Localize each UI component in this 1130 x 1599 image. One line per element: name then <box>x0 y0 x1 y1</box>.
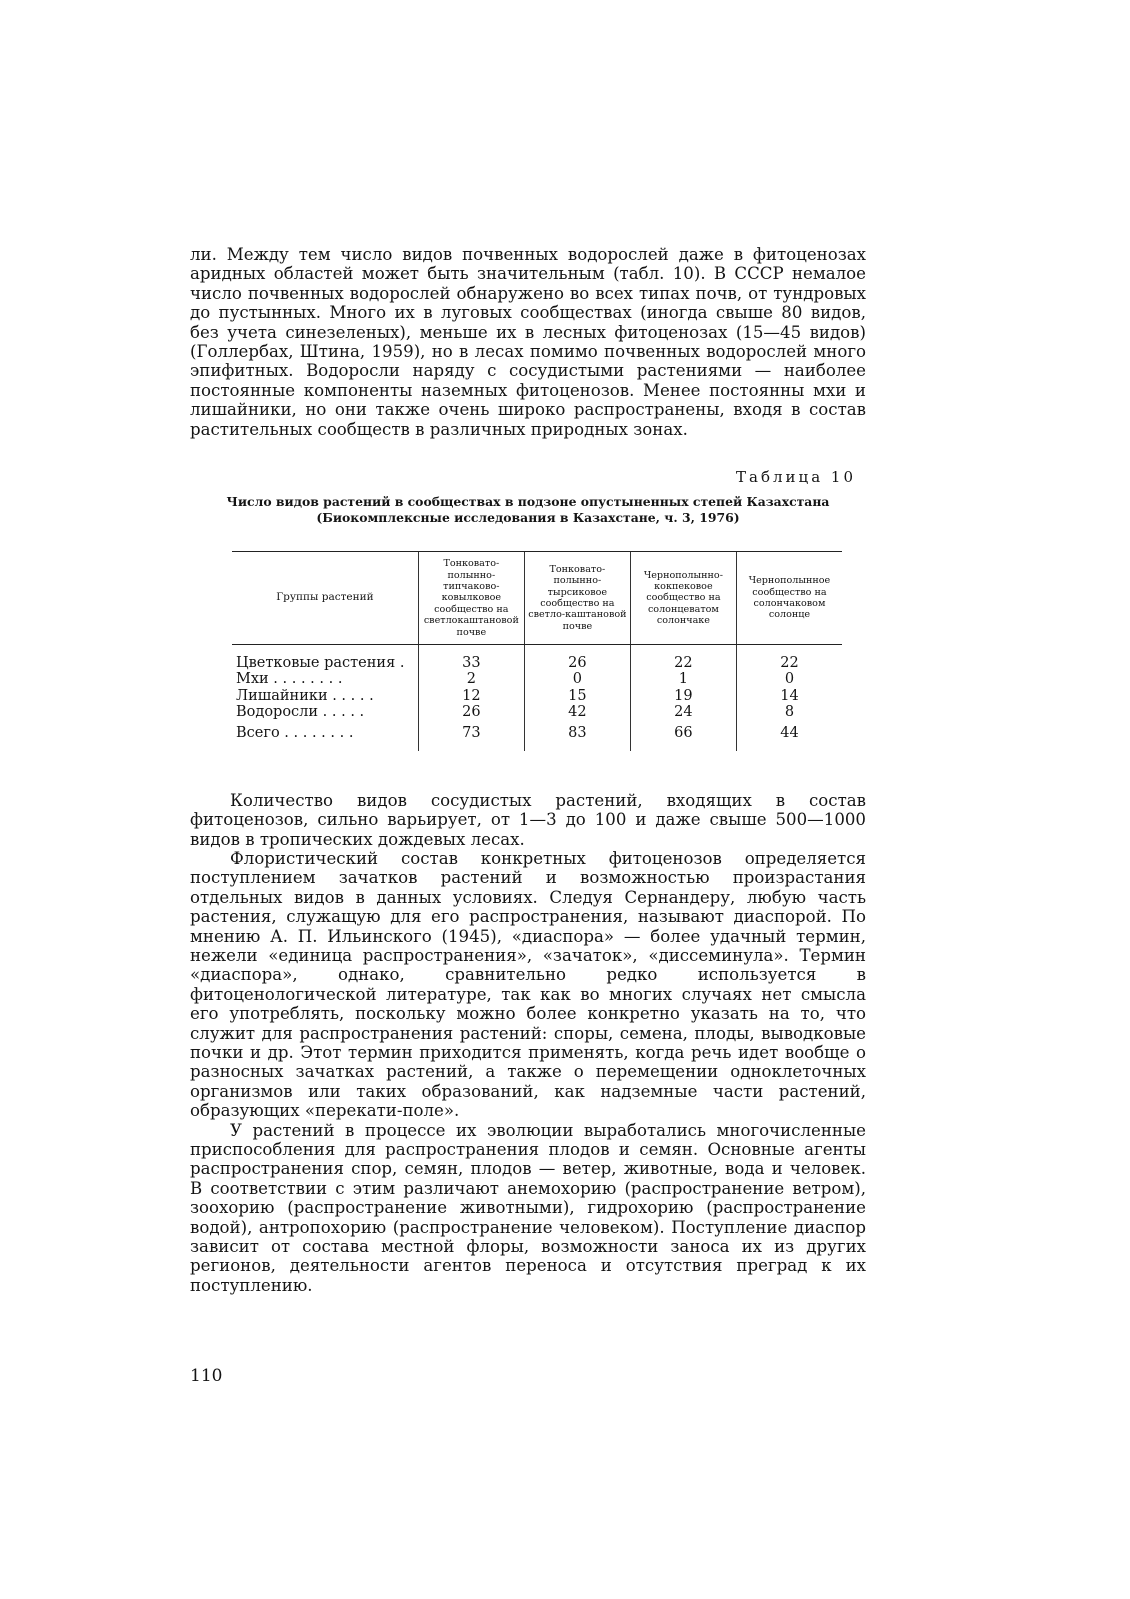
total-cell: 66 <box>630 721 736 751</box>
header-col-1: Тонковато-полынно-типчаково-ковылковое сообщество на светлокаштановой почве <box>418 552 524 645</box>
table-row <box>232 704 842 720</box>
cell: 0 <box>736 671 842 687</box>
cell: 8 <box>736 704 842 720</box>
total-cell: 83 <box>524 721 630 751</box>
page-content <box>190 245 866 1295</box>
cell: 24 <box>630 704 736 720</box>
cell: 15 <box>524 688 630 704</box>
table-spacer <box>232 645 842 656</box>
paragraph-species-count: Количество видов сосудистых растений, входящих в состав фитоценозов, сильно варьирует, от 1—3 до 100 и даже свыше 500—1000 видов в тропических дождевых лесах. <box>190 790 866 849</box>
table-row <box>232 688 842 704</box>
row-label: Мхи . . . . . . . . <box>236 671 343 688</box>
row-label: Лишайники . . . . . <box>236 687 374 704</box>
table-number: Таблица 10 <box>736 468 856 487</box>
cell: 12 <box>418 688 524 704</box>
total-cell: 44 <box>736 721 842 751</box>
cell: 26 <box>524 655 630 671</box>
cell: 0 <box>524 671 630 687</box>
cell: 2 <box>418 671 524 687</box>
cell: 19 <box>630 688 736 704</box>
total-cell: 73 <box>418 721 524 751</box>
cell: 22 <box>736 655 842 671</box>
cell: 42 <box>524 704 630 720</box>
total-label: Всего . . . . . . . . <box>236 724 354 741</box>
header-col-2: Тонковато-полынно-тырсиковое сообщество на светло-каштановой почве <box>524 552 630 645</box>
header-col-3: Чернополынно-кокпековое сообщество на солонцеватом солончаке <box>630 552 736 645</box>
paragraph-dispersal: У растений в процессе их эволюции выработались многочисленные приспособления для распространения плодов и семян. Основные агенты распространения спор, семян, плодов — ветер, животные, вода и человек. В соответствии с этим различают анемохорию (распространение ветром), зоохорию (распространение животными), гидрохорию (распространение водой), антропохорию (распространение человеком). Поступление диаспор зависит от состава местной флоры, возможности заноса их из других регионов, деятельности агентов переноса и отсутствия преград к их поступлению. <box>190 1120 866 1295</box>
cell: 33 <box>418 655 524 671</box>
header-col-4: Чернополынное сообщество на солончаковом солонце <box>736 552 842 645</box>
page-number: 110 <box>190 1366 223 1386</box>
row-label: Водоросли . . . . . <box>236 704 365 721</box>
cell: 1 <box>630 671 736 687</box>
table-total-row <box>232 721 842 751</box>
table-row <box>232 671 842 687</box>
table-row <box>232 655 842 671</box>
cell: 14 <box>736 688 842 704</box>
cell: 26 <box>418 704 524 720</box>
paragraph-diaspora: Флористический состав конкретных фитоценозов определяется поступлением зачатков растений и возможностью произрастания отдельных видов в данных условиях. Следуя Сернандеру, любую часть растения, служащую для его распространения, называют диаспорой. По мнению А. П. Ильинского (1945), «диаспора» — более удачный термин, нежели «единица распространения», «зачаток», «диссеминула». Термин «диаспора», однако, сравнительно редко используется в фитоценологической литературе, так как во многих случаях нет смысла его употреблять, поскольку можно более конкретно указать на то, что служит для распространения растений: споры, семена, плоды, выводковые почки и др. Этот термин приходится применять, когда речь идет вообще о разносных зачатках растений, а также о перемещении одноклеточных организмов или таких образований, как надземные части растений, образующих «перекати-поле». <box>190 848 866 1121</box>
cell: 22 <box>630 655 736 671</box>
row-label: Цветковые растения . <box>236 655 405 672</box>
paragraph-intro: ли. Между тем число видов почвенных водорослей даже в фитоценозах аридных областей может быть значительным (табл. 10). В СССР немалое число почвенных водорослей обнаружено во всех типах почв, от тундровых до пустынных. Много их в луговых сообществах (иногда свыше 80 видов, без учета синезеленых), меньше их в лесных фитоценозах (15—45 видов) (Голлербах, Штина, 1959), но в лесах помимо почвенных водорослей много эпифитных. Водоросли наряду с сосудистыми растениями — наиболее постоянные компоненты наземных фитоценозов. Менее постоянны мхи и лишайники, но они также очень широко распространены, входя в состав растительных сообществ в различных природных зонах. <box>190 245 866 439</box>
species-table <box>232 551 842 751</box>
table-header-row <box>232 552 842 645</box>
table-caption: Число видов растений в сообществах в подзоне опустыненных степей Казахстана (Биокомплексные исследования в Казахстане, ч. 3, 1976) <box>226 494 830 526</box>
header-groups: Группы растений <box>232 552 418 645</box>
